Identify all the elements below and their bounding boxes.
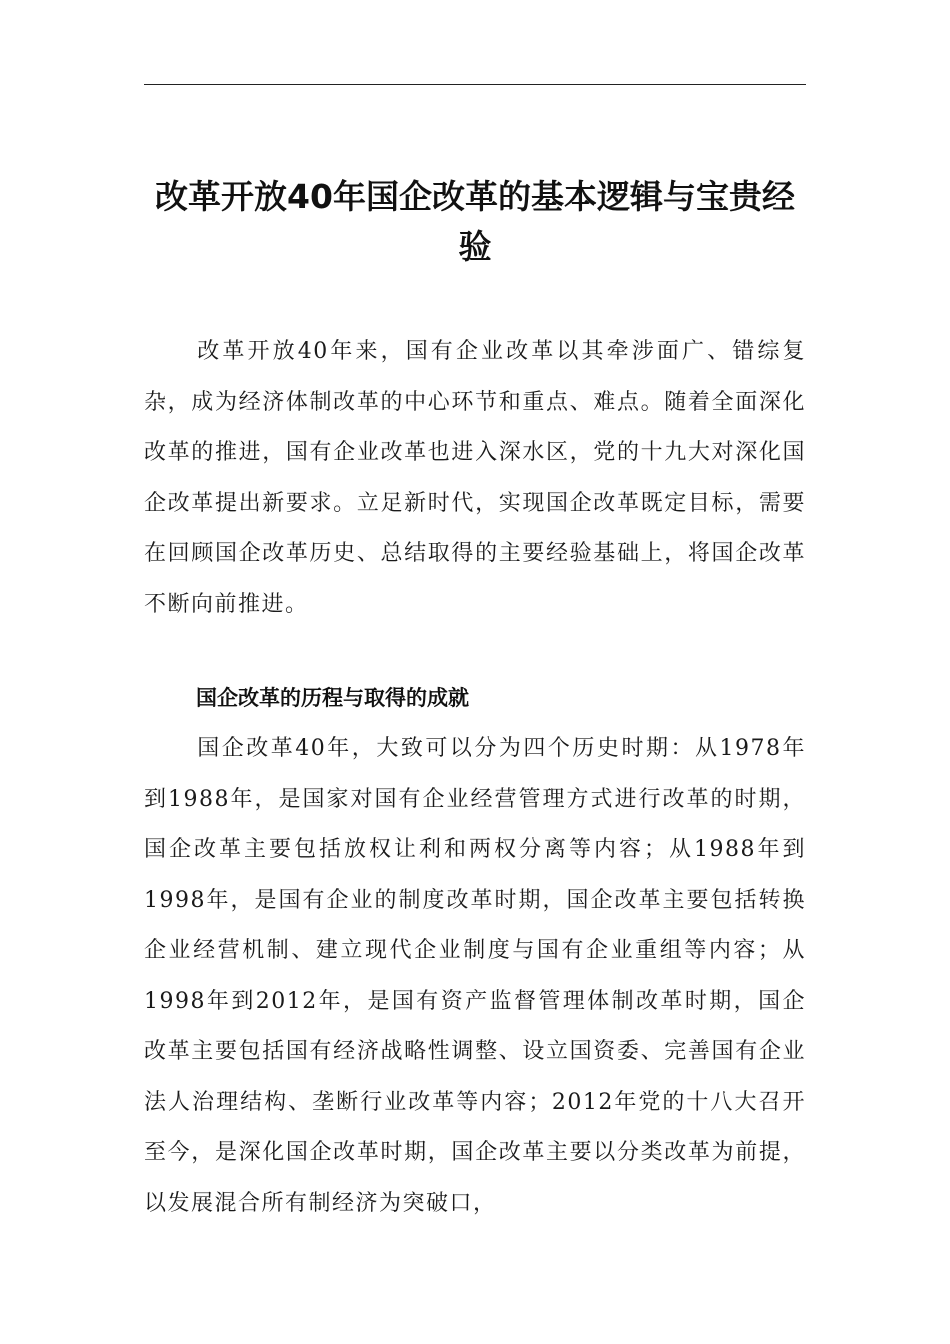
document-title: 改革开放40年国企改革的基本逻辑与宝贵经验 [155, 177, 795, 266]
history-paragraph: 国企改革40年，大致可以分为四个历史时期：从1978年到1988年，是国家对国有企业经营管理方式进行改革的时期，国企改革主要包括放权让利和两权分离等内容；从1988年到1998年，是国有企业的制度改革时期，国企改革主要包括转换企业经营机制、建立现代企业制度与国有企业重组等内容；从1998年到2012年，是国有资产监督管理体制改革时期，国企改革主要包括国有经济战略性调整、设立国资委、完善国有企业法人治理结构、垄断行业改革等内容；2012年党的十八大召开至今，是深化国企改革时期，国企改革主要以分类改革为前提，以发展混合所有制经济为突破口， [144, 736, 806, 1216]
header-rule [144, 84, 806, 85]
section-heading: 国企改革的历程与取得的成就 [196, 686, 469, 710]
intro-paragraph: 改革开放40年来，国有企业改革以其牵涉面广、错综复杂，成为经济体制改革的中心环节和重点、难点。随着全面深化改革的推进，国有企业改革也进入深水区，党的十九大对深化国企改革提出新要求。立足新时代，实现国企改革既定目标，需要在回顾国企改革历史、总结取得的主要经验基础上，将国企改革不断向前推进。 [144, 339, 806, 617]
